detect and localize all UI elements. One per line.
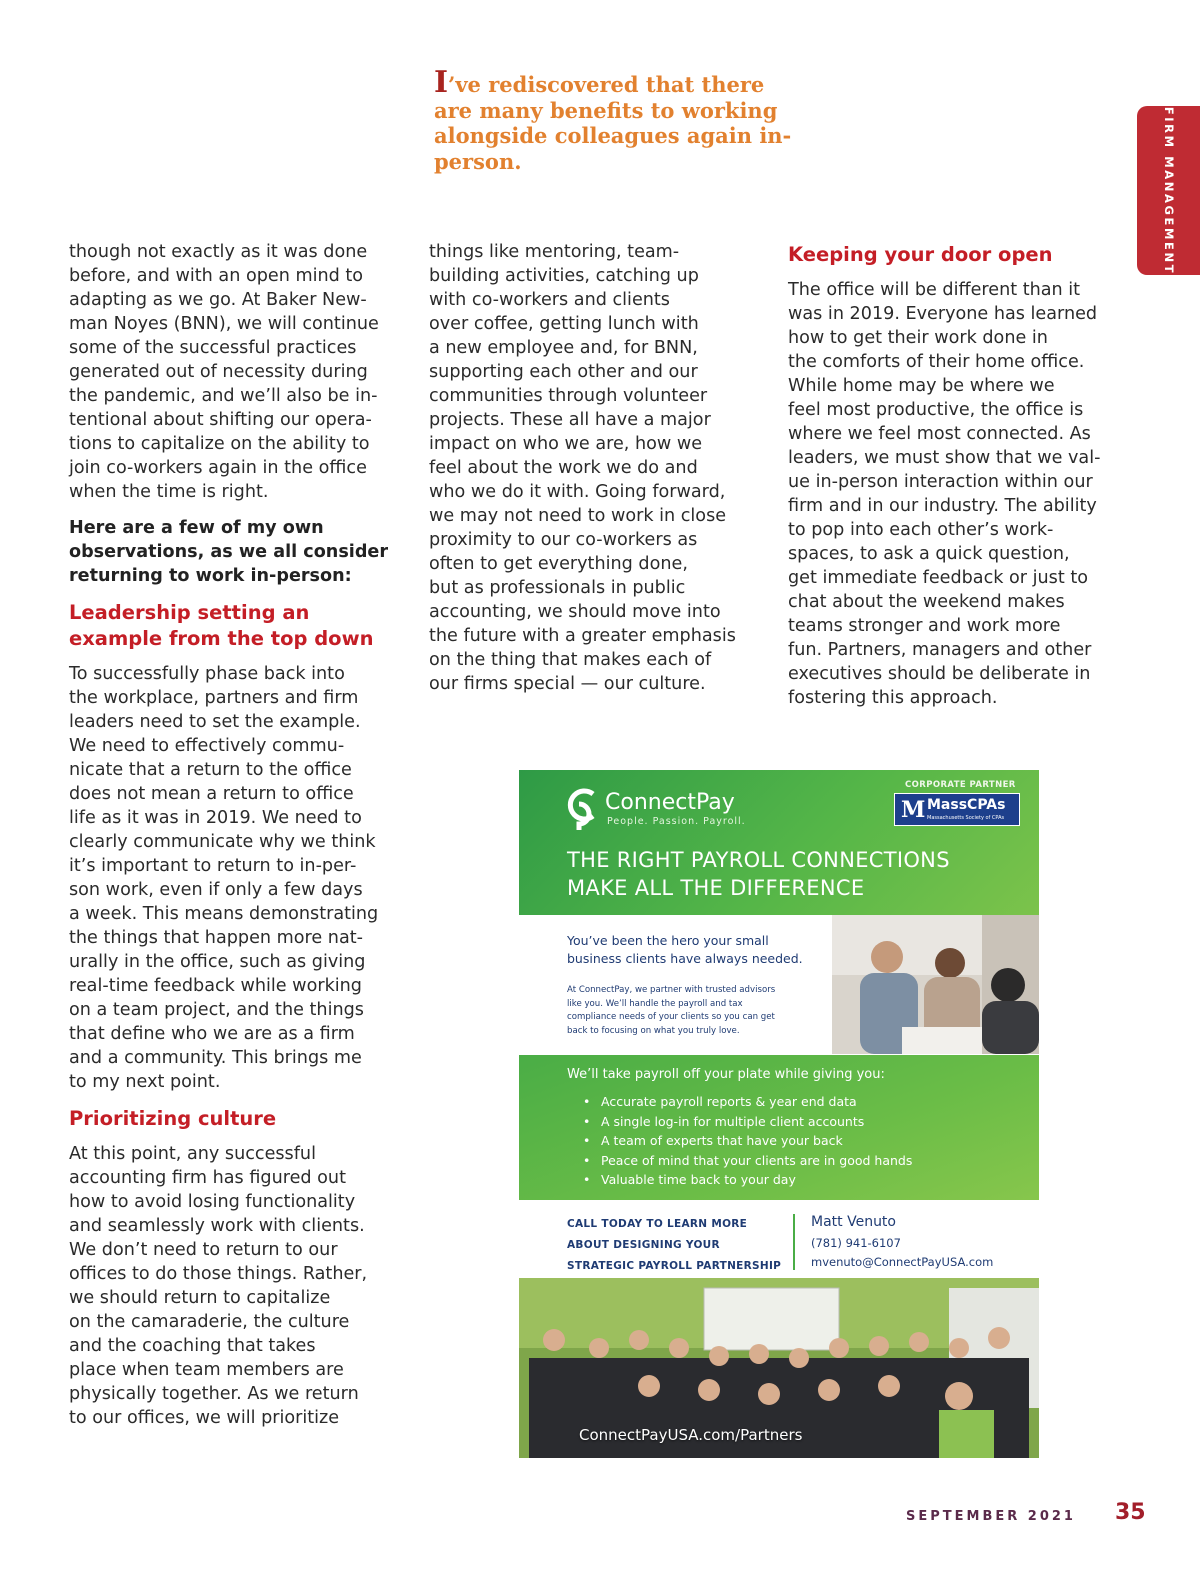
page-number: 35 [1115, 1500, 1146, 1525]
body-paragraph: At this point, any successful accounting firm has figured out how to avoid losing functionality and seamlessly work with clients. We don’t need to return to our offices to do those things. Rather, we should return to capitalize on the camaraderie, the culture and the coaching that takes place when team members are physically together. As we return to our offices, we will prioritize [69, 1144, 368, 1428]
ad-contact-section [519, 1200, 1039, 1278]
section-heading-door-open: Keeping your door open [788, 243, 1053, 266]
article-column-3 [788, 240, 1128, 722]
benefit-item: • Valuable time back to your day [583, 1170, 912, 1190]
masscpas-subtitle: Massachusetts Society of CPAs [927, 815, 1005, 821]
corporate-partner-label: CORPORATE PARTNER [905, 780, 1016, 790]
partners-url: ConnectPayUSA.com/Partners [579, 1426, 803, 1444]
ad-benefits-section [519, 1055, 1039, 1200]
benefit-item: • Peace of mind that your clients are in good hands [583, 1151, 912, 1171]
body-paragraph: The office will be different than it was in 2019. Everyone has learned how to get their work done in the comforts of their home office. While home may be where we feel most productive, the office is where we feel most connected. As leaders, we must show that we val- ue in-person interaction within our firm and in our industry. The ability to pop into each other’s work- spaces, to ask a quick question, get immediate feedback or just to chat about the weekend makes teams stronger and work more fun. Partners, managers and other executives should be deliberate in fostering this approach. [788, 280, 1101, 708]
contact-phone: (781) 941-6107 [811, 1236, 901, 1250]
benefits-list [583, 1092, 912, 1190]
masscpas-name: MassCPAs [927, 797, 1006, 813]
contact-divider [793, 1214, 795, 1270]
pull-quote [434, 65, 794, 174]
article-column-1 [69, 240, 407, 1442]
office-meeting-photo [832, 915, 1039, 1054]
issue-date: SEPTEMBER 2021 [906, 1509, 1076, 1524]
connectpay-logo-icon [565, 786, 605, 832]
connectpay-advertisement [519, 770, 1039, 1458]
body-paragraph: though not exactly as it was done before, and with an open mind to adapting as we go. At Baker New- man Noyes (BNN), we will continue some of the successful practices generated out of necessity during the pandemic, and we’ll also be in- tentional about shifting our opera- tions to capitalize on the ability to join co-workers again in the office when the time is right. [69, 242, 379, 502]
team-group-photo [519, 1278, 1039, 1458]
pull-quote-text: ’ve rediscovered that there are many benefits to working alongside colleagues again in-person. [434, 72, 792, 174]
partner-description: At ConnectPay, we partner with trusted advisors like you. We’ll handle the payroll and tax compliance needs of your clients so you can get back to focusing on what you truly love. [567, 985, 776, 1036]
benefit-item: • A single log-in for multiple client accounts [583, 1112, 912, 1132]
body-paragraph: things like mentoring, team- building activities, catching up with co-workers and clients over coffee, getting lunch with a new employee and, for BNN, supporting each other and our communities through volunteer projects. These all have a major impact on who we are, how we feel about the work we do and who we do it with. Going forward, we may not need to work in close proximity to our co-workers as often to get everything done, but as professionals in public accounting, we should move into the future with a greater emphasis on the thing that makes each of our firms special — our culture. [429, 242, 736, 694]
hero-statement: You’ve been the hero your small business clients have always needed. [567, 933, 803, 966]
observations-intro: Here are a few of my own observations, as we all consider returning to work in-person: [69, 518, 389, 586]
masscpas-m-icon: M [901, 797, 926, 823]
ad-hero-section [519, 915, 1039, 1055]
section-tab [1137, 106, 1200, 275]
section-tab-label: FIRM MANAGEMENT [1161, 106, 1176, 275]
benefit-item: • A team of experts that have your back [583, 1131, 912, 1151]
benefit-item: • Accurate payroll reports & year end data [583, 1092, 912, 1112]
call-to-action: CALL TODAY TO LEARN MORE ABOUT DESIGNING YOUR STRATEGIC PAYROLL PARTNERSHIP [567, 1218, 782, 1272]
contact-name: Matt Venuto [811, 1214, 896, 1230]
article-column-2 [429, 240, 765, 708]
body-paragraph: To successfully phase back into the workplace, partners and firm leaders need to set the example. We need to effectively commu- nicate that a return to the office does not mean a return to office life as it was in 2019. We need to clearly communicate why we think it’s important to return to in-per- son work, even if only a few days a week. This means demonstrating the things that happen more nat- urally in the office, such as giving real-time feedback while working on a team project, and the things that define who we are as a firm and a community. This brings me to my next point. [69, 664, 379, 1092]
pull-quote-initial: I [434, 65, 449, 100]
benefits-intro: We’ll take payroll off your plate while giving you: [567, 1067, 885, 1082]
masscpas-logo [894, 793, 1020, 826]
contact-email: mvenuto@ConnectPayUSA.com [811, 1255, 994, 1269]
brand-tagline: People. Passion. Payroll. [607, 816, 746, 827]
ad-headline: THE RIGHT PAYROLL CONNECTIONS MAKE ALL THE DIFFERENCE [567, 848, 950, 900]
section-heading-culture: Prioritizing culture [69, 1107, 277, 1130]
brand-name: ConnectPay [605, 790, 735, 815]
ad-header-banner [519, 770, 1039, 915]
section-heading-leadership: Leadership setting an example from the top down [69, 601, 374, 650]
